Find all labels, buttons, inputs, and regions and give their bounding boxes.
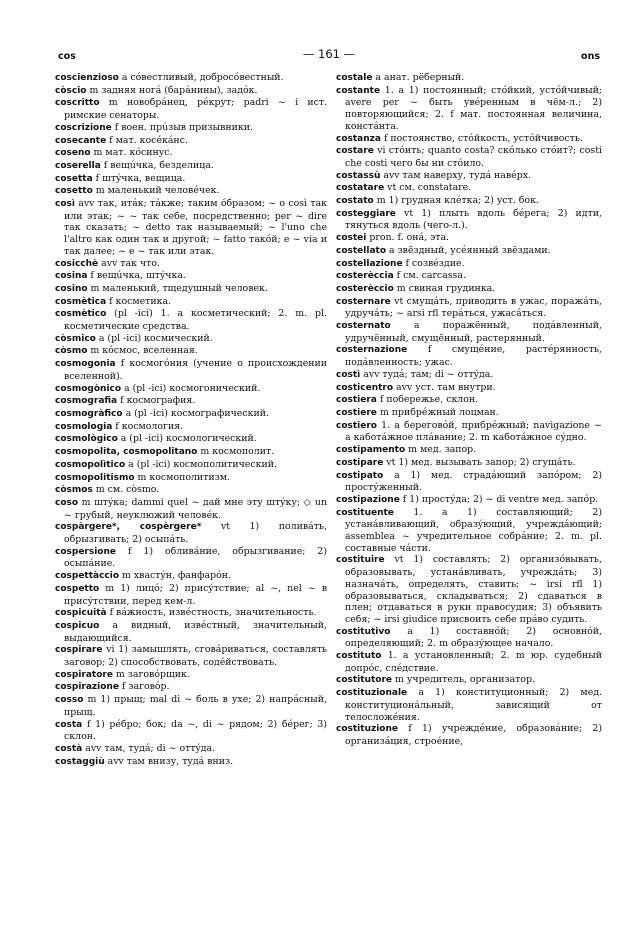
entry-definition: m 1) грудная клéтка; 2) уст. бок. bbox=[373, 195, 539, 207]
dictionary-entry bbox=[55, 472, 327, 485]
dictionary-entry bbox=[336, 270, 602, 283]
entry-headword: cosmològico bbox=[55, 434, 118, 445]
entry-headword: cospiratore bbox=[55, 669, 113, 680]
dictionary-entry bbox=[336, 258, 602, 271]
entry-definition: f мат. косéкáнс. bbox=[106, 134, 188, 146]
entry-headword: còsmico bbox=[55, 333, 96, 344]
dictionary-entry bbox=[55, 258, 327, 271]
dictionary-entry bbox=[55, 135, 327, 148]
entry-definition: (pl -ici) 1. a косметический; 2. m. pl. косметические средства. bbox=[64, 308, 327, 333]
entry-headword: costipare bbox=[336, 457, 384, 468]
entry-definition: m 1) лицó; 2) присýтствие; al ~, nel ~ в присýтствии, перед кем-л. bbox=[64, 582, 327, 607]
entry-definition: f штýчка, вещица. bbox=[92, 172, 186, 184]
dictionary-entry bbox=[55, 173, 327, 186]
dictionary-entry bbox=[55, 333, 327, 346]
header-left-guideword: cos bbox=[58, 51, 76, 62]
dictionary-entry bbox=[55, 283, 327, 296]
dictionary-entry bbox=[336, 245, 602, 258]
entry-headword: costì bbox=[336, 369, 361, 380]
entry-definition: a анат. рёберный. bbox=[372, 72, 465, 83]
entry-headword: cospirare bbox=[55, 645, 103, 656]
entry-headword: cospersione bbox=[55, 546, 116, 557]
entry-headword: costà bbox=[55, 743, 83, 754]
dictionary-entry bbox=[336, 296, 602, 320]
entry-headword: coscienzioso bbox=[55, 73, 119, 83]
entry-definition: f смущéние, растéрянность, подáвленность; ужас. bbox=[345, 344, 602, 369]
dictionary-entry bbox=[55, 408, 327, 421]
dictionary-entry bbox=[336, 470, 602, 494]
entry-definition: a 1) составнóй; 2) основнóй, определяющий; 2. m образýющее начало. bbox=[345, 625, 602, 650]
entry-definition: f см. carcassa. bbox=[393, 270, 466, 282]
dictionary-entry bbox=[55, 607, 327, 620]
dictionary-entry bbox=[55, 198, 327, 258]
entry-definition: a (pl -ici) космографический. bbox=[122, 407, 269, 419]
dictionary-entry bbox=[336, 687, 602, 723]
entry-headword: cosmogràfico bbox=[55, 408, 123, 419]
dictionary-entry bbox=[55, 122, 327, 135]
entry-headword: costare bbox=[336, 146, 374, 157]
entry-headword: cosmopolìtico bbox=[55, 459, 126, 470]
entry-headword: cosecante bbox=[55, 135, 107, 146]
entry-definition: m задняя ногá (барáнины), задóк. bbox=[86, 84, 258, 96]
entry-headword: costituente bbox=[336, 507, 394, 518]
dictionary-entry bbox=[55, 72, 327, 85]
entry-definition: f созвéздие. bbox=[402, 257, 465, 269]
entry-definition: a видный, извéстный, значительный, выдающийся. bbox=[64, 619, 327, 644]
entry-definition: f космография. bbox=[117, 395, 196, 407]
dictionary-entry bbox=[55, 383, 327, 396]
entry-definition: vi стóить; quanto costa? скóлько стóит?; costi che costi чего бы ни стóило. bbox=[345, 145, 602, 169]
entry-definition: m штýка; dammi quel ~ дай мне эту штýку; ◇ un ~ грубый, неуклюжий человéк. bbox=[64, 496, 327, 521]
entry-definition: f 1) учреждéние, образовáние; 2) организáция, строéние, bbox=[345, 723, 602, 747]
entry-headword: coseno bbox=[55, 148, 91, 159]
entry-headword: così bbox=[55, 199, 75, 210]
entry-headword: cosmopolita, cosmopolitano bbox=[55, 447, 198, 458]
entry-definition: m мат. кóсинус. bbox=[90, 147, 173, 159]
dictionary-entry bbox=[55, 546, 327, 570]
entry-definition: a 1) мед. страдáющий запóром; 2) простýженный. bbox=[345, 469, 602, 494]
entry-headword: costituire bbox=[336, 555, 385, 566]
entry-headword: cosmètico bbox=[55, 309, 107, 320]
dictionary-entry bbox=[55, 521, 327, 545]
entry-definition: f постоянство, стóйкость, устóйчивость. bbox=[380, 132, 583, 144]
entry-headword: costerèccio bbox=[336, 283, 394, 294]
entry-definition: 1. a установленный; 2. m юр. судебный допрóс, слéдствие. bbox=[345, 650, 602, 674]
entry-headword: cosso bbox=[55, 695, 84, 706]
left-column bbox=[55, 72, 327, 768]
entry-definition: f заговóр. bbox=[118, 681, 170, 693]
entry-headword: cosicchè bbox=[55, 258, 99, 269]
entry-headword: costipamento bbox=[336, 445, 406, 456]
entry-headword: coscrizione bbox=[55, 122, 112, 133]
dictionary-entry bbox=[336, 420, 602, 444]
entry-definition: m кóсмос, вселенная. bbox=[87, 345, 198, 357]
entry-definition: m космополитизм. bbox=[134, 471, 231, 483]
entry-definition: avv тудá; там; di ~ оттýда. bbox=[360, 368, 494, 380]
entry-headword: costiera bbox=[336, 395, 377, 406]
entry-definition: m свиная грудинка. bbox=[393, 282, 496, 294]
entry-definition: avv там наверху, тудá навéрх. bbox=[380, 169, 531, 181]
dictionary-entry bbox=[336, 208, 602, 232]
entry-definition: a звёздный, усéянный звёздами. bbox=[386, 244, 551, 256]
entry-headword: cosetta bbox=[55, 173, 93, 184]
entry-definition: m 1) прыщ; mal di ~ боль в ухе; 2) напрáсный, прыщ. bbox=[64, 694, 327, 718]
entry-headword: costicentro bbox=[336, 382, 394, 393]
entry-definition: vt 1) составлять; 2) организóвывать, образовывать, устанáвливать, учреждáть; 3) назначáть, определять, ставить; ~ irsi rfl 1) образовываться, складываться; 2) сдаваться в плен; отдаваться в руки правосудия; 3) объявить себя; ~ irsi giudice присвоить себе прáво судить. bbox=[345, 554, 602, 625]
entry-headword: costernazione bbox=[336, 345, 408, 356]
dictionary-entry bbox=[336, 507, 602, 555]
entry-definition: m новобрáнец, рéкрут; padri ~ i ист. римские сенаторы. bbox=[64, 97, 327, 122]
dictionary-entry bbox=[336, 650, 602, 674]
entry-definition: a (pl -ici) космополитический. bbox=[125, 458, 277, 470]
entry-headword: còsmos bbox=[55, 485, 93, 496]
entry-headword: coserella bbox=[55, 160, 101, 171]
dictionary-entry bbox=[336, 133, 602, 146]
entry-headword: costassù bbox=[336, 170, 381, 181]
entry-definition: f косметика. bbox=[106, 295, 172, 307]
dictionary-entry bbox=[55, 459, 327, 472]
dictionary-entry bbox=[55, 358, 327, 382]
entry-headword: costante bbox=[336, 85, 381, 96]
entry-headword: còsmo bbox=[55, 346, 88, 357]
right-column bbox=[336, 72, 602, 748]
entry-definition: f воен. прúзыв призывники. bbox=[111, 121, 253, 133]
entry-headword: costitutivo bbox=[336, 626, 391, 637]
dictionary-entry bbox=[55, 681, 327, 694]
dictionary-entry bbox=[55, 583, 327, 607]
entry-definition: a (pl -ici) космологический. bbox=[117, 433, 257, 445]
entry-definition: m маленький человéчек. bbox=[92, 185, 220, 197]
dictionary-entry bbox=[55, 484, 327, 497]
entry-definition: m учредитель, организатор. bbox=[392, 674, 536, 686]
entry-definition: avv так что. bbox=[98, 257, 160, 269]
entry-definition: avv там внизу, тудá вниз. bbox=[104, 755, 234, 767]
dictionary-entry bbox=[336, 407, 602, 420]
entry-headword: costituto bbox=[336, 651, 382, 662]
entry-definition: m космополит. bbox=[197, 446, 275, 458]
entry-definition: avv там, тудá; di ~ оттýда. bbox=[82, 742, 216, 754]
dictionary-entry bbox=[336, 444, 602, 457]
entry-definition: m маленький, тщедушный человек. bbox=[87, 282, 268, 294]
entry-headword: costeggiare bbox=[336, 208, 396, 219]
dictionary-entry bbox=[336, 723, 602, 747]
dictionary-entry bbox=[55, 756, 327, 769]
entry-headword: costa bbox=[55, 719, 83, 730]
dictionary-entry bbox=[336, 85, 602, 133]
entry-definition: vi 1) замышлять, сговáриваться, составлять заговор; 2) способствовать, содéйствовать. bbox=[64, 644, 327, 669]
dictionary-entry bbox=[55, 694, 327, 718]
entry-headword: costipato bbox=[336, 470, 384, 481]
dictionary-entry bbox=[55, 308, 327, 332]
entry-headword: costituzionale bbox=[336, 688, 408, 699]
dictionary-entry bbox=[55, 497, 327, 521]
entry-definition: f вáжность, извéстность, значительность. bbox=[106, 607, 317, 619]
entry-headword: cosmografia bbox=[55, 396, 118, 407]
entry-definition: f 1) простýда; 2) ~ di ventre мед. запóр. bbox=[399, 493, 599, 505]
dictionary-entry bbox=[55, 97, 327, 121]
entry-headword: costato bbox=[336, 196, 374, 207]
dictionary-entry bbox=[336, 674, 602, 687]
dictionary-entry bbox=[55, 669, 327, 682]
dictionary-entry bbox=[55, 345, 327, 358]
entry-headword: costipazione bbox=[336, 494, 400, 505]
entry-headword: costiero bbox=[336, 420, 377, 431]
dictionary-entry bbox=[55, 719, 327, 743]
dictionary-entry bbox=[336, 457, 602, 470]
entry-definition: a поражённый, подáвленный, удручённый, смущённый, растерянный. bbox=[345, 320, 602, 344]
entry-headword: còscio bbox=[55, 85, 87, 96]
entry-definition: f вещúчка, штýчка. bbox=[87, 270, 186, 282]
dictionary-entry bbox=[336, 195, 602, 208]
entry-definition: pron. f. онá, эта. bbox=[366, 232, 450, 244]
entry-headword: costale bbox=[336, 73, 373, 83]
entry-definition: avv так, итáк; тáкже; таким óбразом; ~ o così так или этак; ~ ~ так себе, посредственно; per ~ dire так сказать; ~ detto так называемый; ~ l'uno che l'altro как один так и другой; ~ fatto такóй; e ~ via и так далее; ~ e ~ так или этак. bbox=[64, 198, 327, 257]
entry-headword: costiere bbox=[336, 407, 377, 418]
entry-definition: 1. a 1) составляющий; 2) устанáвливающий, образýющий, учреждáющий; assemblea ~ учредительное собрáние; 2. m. pl. составные чáсти. bbox=[345, 506, 602, 554]
entry-headword: cosmètica bbox=[55, 296, 107, 307]
dictionary-entry bbox=[336, 344, 602, 368]
entry-definition: f 1) обливáние, обрызгивание; 2) осыпáние. bbox=[64, 545, 327, 570]
entry-definition: f космология. bbox=[112, 420, 184, 432]
entry-headword: cospàrgere*, cospèrgere* bbox=[55, 522, 202, 533]
dictionary-entry bbox=[55, 570, 327, 583]
entry-definition: f 1) рéбро; бок; da ~, di ~ рядом; 2) бéрег; 3) склон. bbox=[64, 718, 327, 743]
entry-definition: vt см. constatare. bbox=[384, 182, 472, 194]
entry-headword: cosmogonia bbox=[55, 359, 116, 370]
entry-headword: cospirazione bbox=[55, 682, 119, 693]
page-number: — 161 — bbox=[302, 47, 356, 61]
entry-headword: costei bbox=[336, 233, 367, 244]
dictionary-entry bbox=[336, 320, 602, 344]
entry-headword: costernato bbox=[336, 321, 391, 332]
entry-headword: cosmopolitismo bbox=[55, 472, 135, 483]
entry-headword: costernare bbox=[336, 296, 391, 307]
entry-definition: vt смущáть, приводить в ужас, поражáть, удручáть; ~ arsi rfl терáться, ужасáться. bbox=[345, 295, 602, 320]
dictionary-entry bbox=[336, 554, 602, 625]
dictionary-entry bbox=[55, 85, 327, 98]
dictionary-entry bbox=[55, 395, 327, 408]
dictionary-entry bbox=[336, 283, 602, 296]
entry-definition: m хвастýн, фанфарóн. bbox=[119, 570, 231, 582]
entry-headword: cospicuità bbox=[55, 608, 107, 619]
dictionary-entry bbox=[55, 296, 327, 309]
entry-headword: cosetto bbox=[55, 186, 93, 197]
entry-headword: cospicuo bbox=[55, 620, 100, 631]
dictionary-entry bbox=[336, 232, 602, 245]
entry-definition: 1. a 1) постоянный; стóйкий, устóйчивый; avere per ~ быть увéренным в чём-л.; 2) повторяющийся; 2. f мат. постоянная величина, констáнта. bbox=[345, 84, 602, 132]
dictionary-entry bbox=[336, 72, 602, 85]
dictionary-entry bbox=[55, 270, 327, 283]
entry-definition: m прибрéжный лоцман. bbox=[376, 406, 499, 418]
entry-definition: a 1) конституционный; 2) мед. конституционáльный, зависящий от телосложéния. bbox=[345, 687, 602, 723]
dictionary-entry bbox=[55, 185, 327, 198]
dictionary-entry bbox=[55, 743, 327, 756]
entry-headword: coscritto bbox=[55, 98, 100, 109]
entry-headword: costellato bbox=[336, 245, 387, 256]
entry-definition: vt 1) мед. вызывать запор; 2) сгущáть. bbox=[383, 456, 576, 468]
entry-headword: coso bbox=[55, 497, 79, 508]
entry-headword: cosina bbox=[55, 271, 88, 282]
header-right-guideword: ons bbox=[581, 51, 600, 62]
entry-definition: f космогóния (учение о происхождении вселенной). bbox=[64, 358, 327, 382]
dictionary-entry bbox=[336, 382, 602, 395]
entry-definition: a (pl -ici) космогонический. bbox=[121, 382, 261, 394]
dictionary-entry bbox=[336, 394, 602, 407]
entry-headword: costellazione bbox=[336, 258, 403, 269]
dictionary-entry bbox=[336, 369, 602, 382]
entry-definition: 1. a береговóй, прибрéжный; navigazione ~ a каботáжное плáвание; 2. m каботáжное сýдно. bbox=[345, 419, 602, 444]
page-header bbox=[58, 47, 600, 65]
entry-definition: a сóвестливый, добросóвестный. bbox=[118, 72, 284, 83]
entry-definition: f вещúчка, безделица. bbox=[100, 159, 214, 171]
entry-headword: costatare bbox=[336, 183, 385, 194]
entry-definition: a (pl -ici) космический. bbox=[95, 332, 213, 344]
entry-definition: m см. còsmo. bbox=[92, 484, 160, 496]
dictionary-entry bbox=[55, 160, 327, 173]
dictionary-entry bbox=[336, 182, 602, 195]
entry-headword: cospetto bbox=[55, 583, 100, 594]
dictionary-entry bbox=[55, 446, 327, 459]
entry-headword: costitutore bbox=[336, 675, 392, 686]
entry-headword: cosino bbox=[55, 283, 88, 294]
dictionary-entry bbox=[55, 421, 327, 434]
entry-headword: costanza bbox=[336, 133, 381, 144]
entry-definition: vt 1) плыть вдоль бéрега; 2) идти, тянуться вдоль (чего-л.). bbox=[345, 207, 602, 232]
entry-headword: costerèccia bbox=[336, 271, 394, 282]
entry-headword: cosmologia bbox=[55, 421, 113, 432]
dictionary-entry bbox=[336, 626, 602, 650]
entry-definition: m заговóрщик. bbox=[112, 668, 190, 680]
dictionary-entry bbox=[336, 170, 602, 183]
entry-definition: f побережье, склон. bbox=[376, 394, 479, 406]
dictionary-entry bbox=[55, 620, 327, 644]
entry-headword: cosmogònico bbox=[55, 383, 122, 394]
entry-definition: m мед. запор. bbox=[405, 444, 477, 456]
entry-headword: cospettàccio bbox=[55, 571, 120, 582]
entry-headword: costituzione bbox=[336, 724, 398, 735]
dictionary-entry bbox=[55, 644, 327, 668]
entry-headword: costaggiù bbox=[55, 756, 105, 767]
dictionary-entry bbox=[336, 145, 602, 169]
entry-definition: vt 1) поливáть, обрызгивать; 2) осыпáть. bbox=[64, 521, 327, 546]
dictionary-entry bbox=[55, 147, 327, 160]
dictionary-entry bbox=[336, 494, 602, 507]
dictionary-entry bbox=[55, 433, 327, 446]
entry-definition: avv уст. там внутри. bbox=[393, 381, 496, 393]
